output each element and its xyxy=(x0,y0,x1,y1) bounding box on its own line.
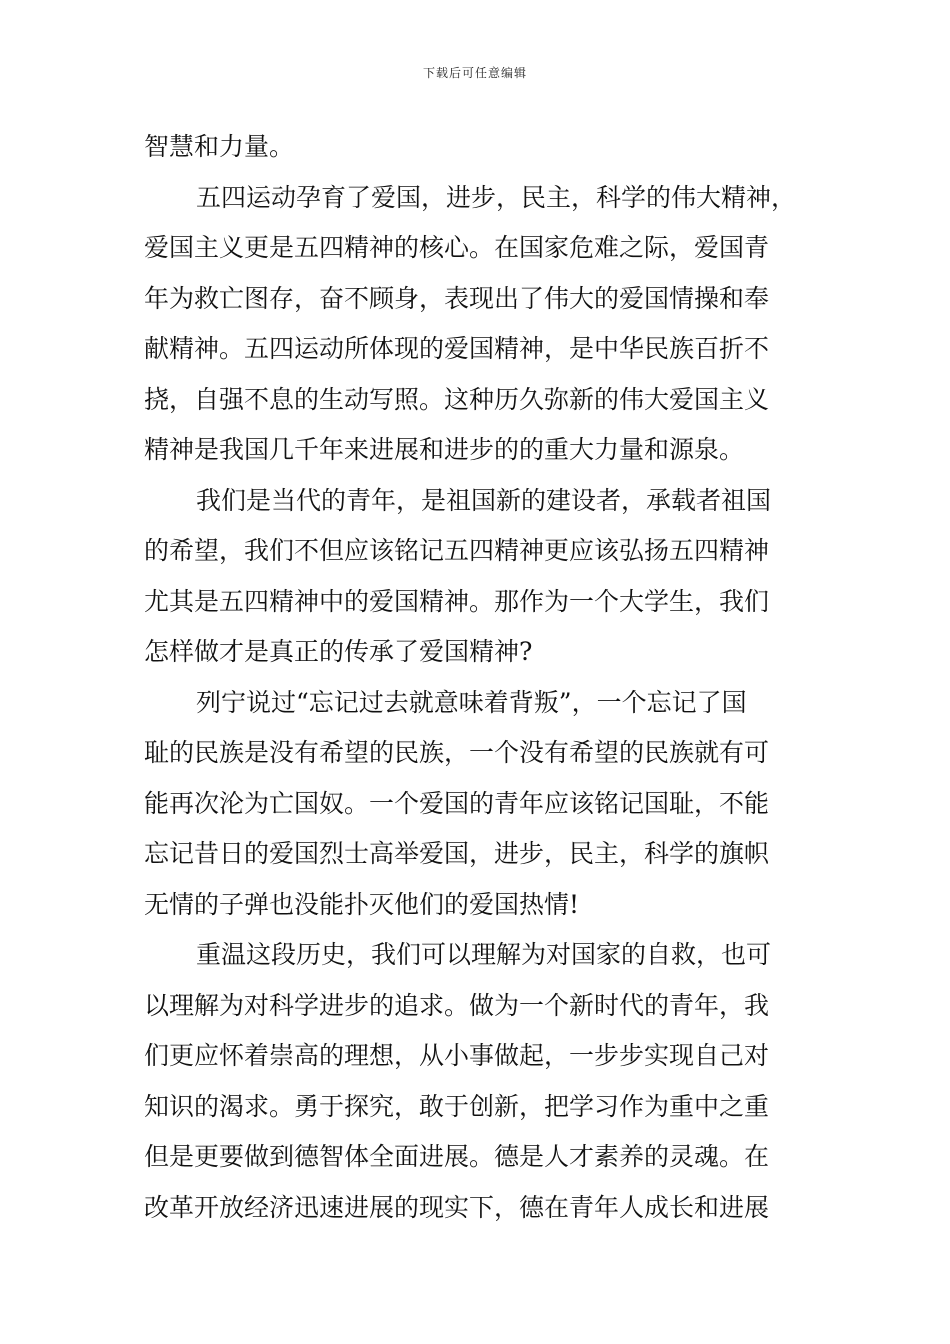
page-header: 下载后可任意编辑 xyxy=(422,66,527,80)
text-line: 改革开放经济迅速进展的现实下，德在青年人成长和进展 xyxy=(144,1192,770,1222)
text-line: 耻的民族是没有希望的民族，一个没有希望的民族就有可 xyxy=(144,738,770,767)
text-line: 列宁说过“忘记过去就意味着背叛”，一个忘记了国 xyxy=(196,687,747,717)
text-line: 精神是我国几千年来进展和进步的的重大力量和源泉。 xyxy=(144,435,745,464)
text-line: 挠，自强不息的生动写照。这种历久弥新的伟大爱国主义 xyxy=(144,384,770,414)
text-line: 能再次沦为亡国奴。一个爱国的青年应该铭记国耻，不能 xyxy=(144,788,770,818)
text-line: 忘记昔日的爱国烈士高举爱国，进步，民主，科学的旗帜 xyxy=(144,839,770,868)
body-text xyxy=(144,122,808,1233)
text-line: 五四运动孕育了爱国，进步，民主，科学的伟大精神， xyxy=(196,182,797,212)
text-line: 无情的子弹也没能扑灭他们的爱国热情! xyxy=(144,889,580,919)
text-line: 爱国主义更是五四精神的核心。在国家危难之际，爱国青 xyxy=(144,233,770,262)
text-line: 但是更要做到德智体全面进展。德是人才素养的灵魂。在 xyxy=(144,1142,770,1171)
text-line: 的希望，我们不但应该铭记五四精神更应该弘扬五四精神 xyxy=(144,536,770,565)
text-line: 重温这段历史，我们可以理解为对国家的自救，也可 xyxy=(196,940,772,969)
text-line: 知识的渴求。勇于探究，敢于创新，把学习作为重中之重 xyxy=(144,1091,770,1121)
text-line: 们更应怀着崇高的理想，从小事做起，一步步实现自己对 xyxy=(144,1041,770,1070)
text-line: 尤其是五四精神中的爱国精神。那作为一个大学生，我们 xyxy=(144,586,770,616)
text-line: 怎样做才是真正的传承了爱国精神? xyxy=(144,637,533,666)
text-line: 以理解为对科学进步的追求。做为一个新时代的青年，我 xyxy=(144,990,770,1020)
text-line: 年为救亡图存，奋不顾身，表现出了伟大的爱国情操和奉 xyxy=(144,283,770,313)
text-line: 献精神。五四运动所体现的爱国精神，是中华民族百折不 xyxy=(144,334,770,363)
text-line: 我们是当代的青年，是祖国新的建设者，承载者祖国 xyxy=(196,485,772,515)
text-line: 智慧和力量。 xyxy=(144,132,295,161)
